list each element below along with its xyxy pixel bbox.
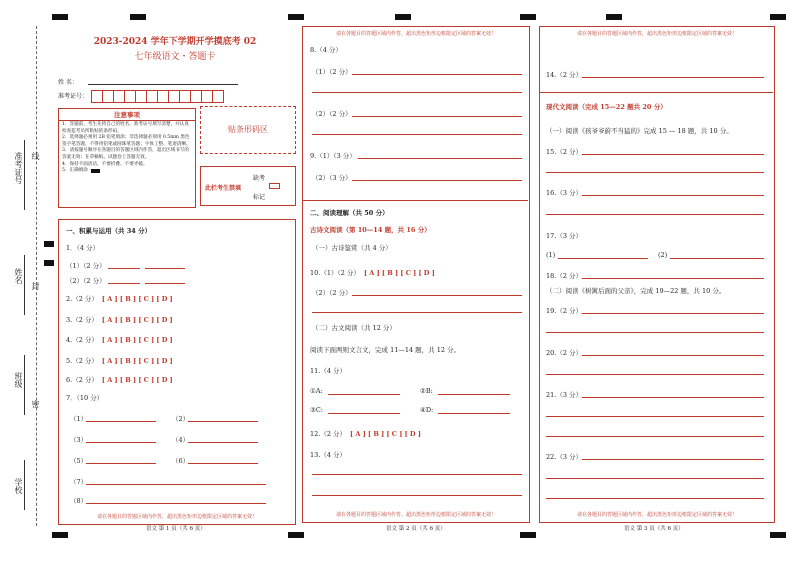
answer-line[interactable] (328, 413, 400, 414)
sidebar-rule (24, 255, 25, 315)
q11-label-b: ②B: (420, 387, 433, 395)
exam-subtitle: 七年级语文・答题卡 (134, 52, 216, 62)
binding-line (36, 26, 37, 526)
q9b-label: （2）（3 分） (312, 174, 352, 182)
registration-mark (130, 14, 146, 20)
notice-item: 4．保持卡面清洁，不要折叠、不要弄破。 (62, 161, 148, 167)
registration-mark (770, 14, 786, 20)
sidebar-seal-char: 封 (31, 282, 40, 290)
exam-id-label: 准考证号： (58, 93, 89, 100)
registration-mark (395, 14, 411, 20)
sidebar-seal2-char: 密 (31, 400, 40, 408)
answer-line[interactable] (188, 421, 258, 422)
q8-label: 8.（4 分） (310, 46, 342, 54)
page3-warning: 请在各题目的答题区域内作答，超出黑色矩形边框限定区域的答案无效！ (576, 512, 737, 518)
q7-sub: （1） (70, 415, 88, 423)
answer-line[interactable] (558, 258, 648, 259)
q18-label: 18.（2 分） (546, 272, 583, 280)
name-label: 姓 名： (58, 79, 78, 86)
answer-line[interactable] (438, 413, 510, 414)
notice-item: 2．选择题必须用 2B 铅笔填涂；非选择题必须用 0.5mm 黑色签字笔答题，不得用铅笔或圆珠笔答题；字体工整、笔迹清晰。 (62, 135, 191, 147)
answer-line[interactable] (312, 312, 522, 313)
page2-footer: 语文 第 2 页（共 6 页） (386, 526, 446, 532)
answer-line[interactable] (546, 172, 764, 173)
page3-warning-top: 请在各题目的答题区域内作答，超出黑色矩形边框限定区域的答案无效！ (576, 31, 737, 37)
answer-line[interactable] (86, 484, 266, 485)
q20-label: 20.（2 分） (546, 349, 583, 357)
answer-line[interactable] (582, 459, 764, 460)
q7-sub: （7） (70, 478, 88, 486)
exam-id-boxes[interactable] (91, 88, 223, 107)
answer-line[interactable] (438, 394, 510, 395)
answer-line[interactable] (546, 498, 764, 499)
answer-line[interactable] (188, 463, 258, 464)
answer-line[interactable] (328, 394, 400, 395)
q11-label-c: ③C: (310, 406, 323, 414)
q7-sub: （8） (70, 497, 88, 505)
q22-label: 22.（3 分） (546, 453, 583, 461)
page1-warning: 请在各题目的答题区域内作答，超出黑色矩形边框限定区域的答案无效！ (96, 514, 257, 520)
sidebar-rule (24, 355, 25, 415)
notice-item: 1．答题前，考生先将自己的姓名，准考证号填写清楚，并认真检查监考员所粘贴的条形码。 (62, 122, 189, 134)
registration-mark (44, 241, 54, 247)
q7-label: 7．（10 分） (66, 394, 104, 402)
notice-title: 注意事项 (59, 109, 195, 121)
answer-line[interactable] (352, 116, 522, 117)
q19-label: 19.（2 分） (546, 307, 583, 315)
page2-subsection-title: 古诗文阅读（第 10—14 题，共 16 分） (310, 226, 431, 234)
q13-label: 13.（4 分） (310, 451, 347, 459)
answer-line[interactable] (546, 214, 764, 215)
q7-sub: （5） (70, 457, 88, 465)
answer-line[interactable] (352, 295, 522, 296)
absent-marker-label: 标记 (253, 194, 266, 201)
absent-note: 此栏考生禁填 (205, 185, 242, 192)
answer-line[interactable] (546, 478, 764, 479)
q10b-label: （2）（2 分） (312, 289, 352, 297)
page2-warning: 请在各题目的答题区域内作答，超出黑色矩形边框限定区域的答案无效！ (335, 512, 496, 518)
page1-footer: 语文 第 1 页（共 6 页） (146, 526, 206, 532)
q21-label: 21.（3 分） (546, 391, 583, 399)
notice-item: 5．正确填涂 (62, 168, 88, 174)
q11-label: 11.（4 分） (310, 367, 347, 375)
q11-label-a: ①A: (310, 387, 323, 395)
q2-row[interactable]: 2.（2 分） [ A ] [ B ] [ C ] [ D ] (66, 295, 173, 303)
q8a-label: （1）（2 分） (312, 68, 352, 76)
answer-line[interactable] (582, 195, 764, 196)
page3-footer: 语文 第 3 页（共 6 页） (624, 526, 684, 532)
reading1-title: （一）阅读《孩爷爷蔚不当猛的》完成 15 — 18 题，共 10 分。 (546, 127, 733, 135)
answer-line[interactable] (546, 436, 764, 437)
q17-label: 17.（3 分） (546, 232, 583, 240)
absent-marker[interactable] (269, 183, 280, 189)
q12-row[interactable]: 12.（2 分） [ A ] [ B ] [ C ] [ D ] (310, 430, 421, 438)
sidebar-exam-id: 准考证号 (14, 152, 23, 184)
answer-line[interactable] (546, 332, 764, 333)
answer-line[interactable] (86, 421, 156, 422)
q5-row[interactable]: 5.（2 分） [ A ] [ B ] [ C ] [ D ] (66, 357, 173, 365)
sidebar-class: 班级 (14, 372, 23, 388)
sidebar-school: 学校 (14, 478, 23, 494)
page2-section-title: 二、阅读理解（共 50 分） (310, 209, 389, 217)
answer-line[interactable] (546, 374, 764, 375)
q6-row[interactable]: 6.（2 分） [ A ] [ B ] [ C ] [ D ] (66, 376, 173, 384)
q7-sub: （3） (70, 436, 88, 444)
answer-line[interactable] (670, 258, 764, 259)
answer-line[interactable] (108, 268, 140, 269)
prose-title: （二）古文阅读（共 12 分） (312, 324, 396, 332)
answer-line[interactable] (582, 313, 764, 314)
registration-mark (44, 260, 54, 266)
q9-label: 9.（1）（3 分） (310, 152, 356, 160)
fill-example (91, 169, 100, 173)
sidebar-rule (24, 140, 25, 210)
prose-note: 阅读下面两则文言文，完成 11—14 题，共 12 分。 (310, 346, 461, 354)
barcode-label: 贴条形码区 (228, 125, 268, 134)
registration-mark (770, 532, 786, 538)
notice-box (58, 108, 196, 208)
q1a-label: （1）（2 分） (66, 262, 106, 270)
q17a-label: (1) (546, 251, 556, 259)
registration-mark (288, 532, 304, 538)
page1-section-title: 一、积累与运用（共 34 分） (66, 227, 152, 235)
answer-line[interactable] (86, 463, 156, 464)
answer-line[interactable] (108, 283, 140, 284)
answer-line[interactable] (86, 503, 266, 504)
q7-sub: （4） (172, 436, 190, 444)
registration-mark (52, 14, 68, 20)
sidebar-name: 姓名 (14, 268, 23, 284)
answer-line[interactable] (352, 180, 522, 181)
answer-line[interactable] (582, 278, 764, 279)
sidebar-line-char: 线 (31, 152, 40, 160)
q4-row[interactable]: 4.（2 分） [ A ] [ B ] [ C ] [ D ] (66, 336, 173, 344)
registration-mark (288, 14, 304, 20)
answer-line[interactable] (358, 158, 522, 159)
registration-mark (520, 532, 536, 538)
answer-line[interactable] (582, 355, 764, 356)
absent-label: 缺考 (253, 175, 266, 182)
q16-label: 16.（3 分） (546, 189, 583, 197)
absent-box (200, 166, 296, 206)
answer-line[interactable] (582, 397, 764, 398)
divider (302, 200, 528, 201)
page2-warning-top: 请在各题目的答题区域内作答，超出黑色矩形边框限定区域的答案无效！ (335, 31, 496, 37)
answer-line[interactable] (582, 154, 764, 155)
answer-line[interactable] (312, 134, 522, 135)
q11-label-d: ④D: (420, 406, 434, 414)
q7-sub: （6） (172, 457, 190, 465)
name-field[interactable] (88, 84, 238, 85)
q7-sub: （2） (172, 415, 190, 423)
barcode-area (200, 106, 296, 154)
answer-line[interactable] (352, 74, 522, 75)
answer-line[interactable] (145, 268, 185, 269)
poem-title: （一）古诗鉴赏（共 4 分） (312, 244, 392, 252)
reading2-title: （二）阅读《树篱后面的父亲》，完成 19—22 题，共 10 分。 (546, 287, 726, 295)
q14-label: 14.（2 分） (546, 71, 583, 79)
answer-line[interactable] (188, 442, 258, 443)
page3-section-title: 现代文阅读（完成 15—22 题共 20 分） (546, 103, 667, 111)
answer-line[interactable] (145, 283, 185, 284)
q8b-label: （2）（2 分） (312, 110, 352, 118)
registration-mark (52, 532, 68, 538)
answer-line[interactable] (582, 77, 764, 78)
sidebar-rule (24, 460, 25, 510)
divider (539, 92, 773, 93)
answer-line[interactable] (546, 416, 764, 417)
answer-line[interactable] (312, 92, 522, 93)
q1b-label: （2）（2 分） (66, 277, 106, 285)
answer-line[interactable] (86, 442, 156, 443)
registration-mark (606, 14, 622, 20)
answer-line[interactable] (312, 495, 522, 496)
answer-line[interactable] (312, 474, 522, 475)
q3-row[interactable]: 3.（2 分） [ A ] [ B ] [ C ] [ D ] (66, 316, 173, 324)
exam-title: 2023-2024 学年下学期开学摸底考 02 (93, 37, 257, 47)
q10-row[interactable]: 10.（1）（2 分） [ A ] [ B ] [ C ] [ D ] (310, 269, 435, 277)
q17b-label: (2) (658, 251, 668, 259)
registration-mark (520, 14, 536, 20)
q1-label: 1．（4 分） (66, 244, 100, 252)
notice-item: 3．请按题号顺序在各题目的答题区域内作答，超出区域书写的答案无效；在草稿纸、试题卷上答题无效。 (62, 148, 189, 160)
q15-label: 15.（2 分） (546, 148, 583, 156)
